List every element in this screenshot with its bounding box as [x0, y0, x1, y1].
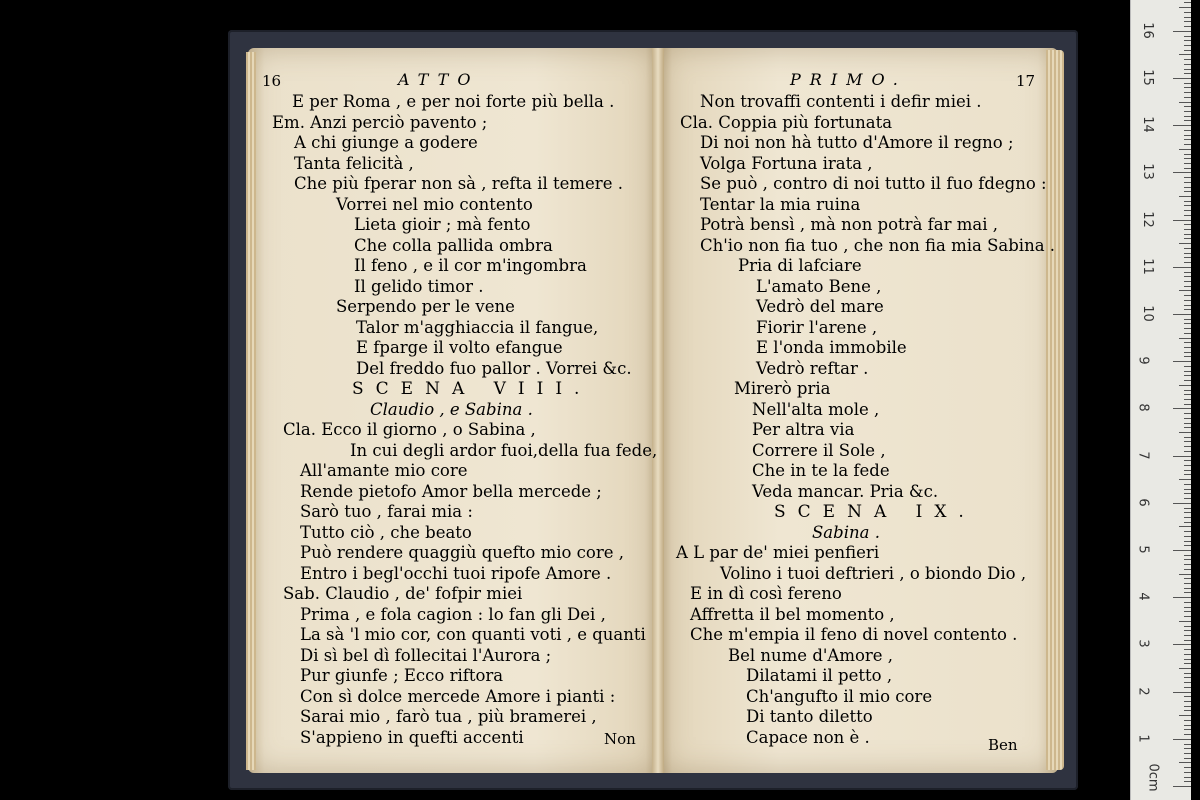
ruler-tick — [1184, 522, 1191, 523]
ruler-label: 9 — [1135, 356, 1151, 365]
left-text-line: Lieta gioir ; mà fento — [354, 215, 531, 234]
left-text-line: Sarò tuo , farai mia : — [300, 502, 473, 521]
ruler-tick — [1184, 238, 1191, 239]
ruler-tick — [1184, 630, 1191, 631]
right-running-head: PRIMO. — [790, 70, 907, 89]
ruler-tick — [1184, 2, 1191, 3]
ruler-tick — [1179, 715, 1191, 716]
ruler-label: 5 — [1135, 545, 1151, 554]
ruler-tick — [1184, 489, 1191, 490]
ruler-label: 3 — [1135, 639, 1151, 649]
ruler-tick — [1184, 390, 1191, 391]
ruler-tick — [1184, 498, 1191, 499]
ruler-tick — [1184, 12, 1191, 13]
right-text-line: Che in te la fede — [752, 461, 890, 480]
ruler-tick — [1184, 753, 1191, 754]
ruler-tick — [1184, 73, 1191, 74]
ruler-tick — [1184, 305, 1191, 306]
ruler-tick — [1184, 347, 1191, 348]
right-text-line: Potrà bensì , mà non potrà far mai , — [700, 215, 998, 234]
ruler-tick — [1184, 69, 1191, 70]
ruler-tick — [1184, 130, 1191, 131]
ruler-tick — [1184, 215, 1191, 216]
page-edges-left — [246, 52, 256, 770]
ruler-tick — [1184, 569, 1191, 570]
right-text-line: Per altra via — [752, 420, 855, 439]
ruler-tick — [1184, 578, 1191, 579]
ruler-tick — [1184, 725, 1191, 726]
ruler-tick — [1184, 234, 1191, 235]
right-text-line: Vedrò reftar . — [756, 358, 869, 378]
ruler-tick — [1173, 597, 1191, 598]
ruler-tick — [1184, 616, 1191, 617]
left-text-line: Vorrei nel mio contento — [336, 194, 533, 214]
ruler-tick — [1184, 611, 1191, 612]
ruler-tick — [1173, 78, 1191, 79]
ruler-tick — [1184, 687, 1191, 688]
ruler-tick — [1179, 338, 1191, 339]
ruler-tick — [1184, 352, 1191, 353]
ruler-tick — [1184, 92, 1191, 93]
left-text-line: S'appieno in quefti accenti — [300, 727, 524, 747]
ruler-tick — [1173, 550, 1191, 551]
right-text-line: Cla. Coppia più fortunata — [680, 112, 893, 132]
ruler-tick — [1173, 644, 1191, 645]
left-text-line: Talor m'agghiaccia il fangue, — [356, 317, 599, 337]
ruler-tick — [1184, 451, 1191, 452]
ruler-tick — [1184, 356, 1191, 357]
ruler-tick — [1184, 111, 1191, 112]
ruler-tick — [1184, 701, 1191, 702]
ruler-tick — [1184, 423, 1191, 424]
ruler-label: 2 — [1135, 686, 1151, 696]
right-text-line: L'amato Bene , — [756, 276, 882, 296]
ruler-tick — [1184, 474, 1191, 475]
ruler-label: 10 — [1139, 305, 1155, 322]
ruler-tick — [1184, 602, 1191, 603]
ruler-tick — [1184, 706, 1191, 707]
ruler-tick — [1184, 328, 1191, 329]
left-text-line: Rende pietofo Amor bella mercede ; — [300, 481, 602, 501]
ruler-tick — [1184, 720, 1191, 721]
ruler-tick — [1184, 210, 1191, 211]
left-text-line: Em. Anzi perciò pavento ; — [272, 112, 488, 132]
ruler-tick — [1184, 772, 1191, 773]
right-text-line: Non trovaffi contenti i defir miei . — [700, 92, 982, 111]
ruler-tick — [1184, 626, 1191, 627]
ruler-tick — [1184, 366, 1191, 367]
ruler-tick — [1184, 276, 1191, 277]
left-text-line: E per Roma , e per noi forte più bella . — [292, 92, 615, 111]
page-edges-right — [1046, 50, 1064, 770]
right-text-line: Fiorir l'arene , — [756, 317, 878, 337]
left-text-line: Di sì bel dì follecitai l'Aurora ; — [300, 645, 552, 665]
left-text-line: Cla. Ecco il giorno , o Sabina , — [283, 420, 536, 439]
ruler-tick — [1184, 300, 1191, 301]
ruler-tick — [1184, 592, 1191, 593]
ruler-tick — [1184, 399, 1191, 400]
ruler-label: 14 — [1139, 116, 1155, 133]
ruler-tick — [1184, 748, 1191, 749]
right-text-line: Di noi non hà tutto d'Amore il regno ; — [700, 133, 1014, 152]
ruler-label: 4 — [1135, 592, 1151, 601]
ruler-tick — [1184, 744, 1191, 745]
ruler-tick — [1173, 172, 1191, 173]
ruler-tick — [1184, 555, 1191, 556]
ruler-tick — [1184, 583, 1191, 584]
ruler-tick — [1184, 437, 1191, 438]
ruler-label: 8 — [1135, 403, 1151, 413]
ruler-tick — [1184, 177, 1191, 178]
ruler-tick — [1184, 404, 1191, 405]
ruler-tick — [1179, 668, 1191, 669]
ruler-tick — [1184, 659, 1191, 660]
ruler-tick — [1184, 116, 1191, 117]
left-text-line: Entro i begl'occhi tuoi ripofe Amore . — [300, 563, 612, 583]
ruler-tick — [1184, 59, 1191, 60]
ruler-tick — [1179, 574, 1191, 575]
right-text-line: Di tanto diletto — [746, 707, 873, 726]
ruler-tick — [1173, 267, 1191, 268]
right-text-line: E in dì così fereno — [690, 584, 842, 603]
left-text-line: E fparge il volto efangue — [356, 338, 563, 357]
ruler-label: 0cm — [1145, 763, 1161, 792]
ruler-tick — [1173, 31, 1191, 32]
ruler-tick — [1184, 508, 1191, 509]
ruler-tick — [1173, 786, 1191, 787]
ruler-tick — [1173, 503, 1191, 504]
left-text-line: Tanta felicità , — [294, 153, 414, 173]
ruler-tick — [1184, 371, 1191, 372]
left-text-line: Del freddo fuo pallor . Vorrei &c. — [356, 358, 632, 378]
right-text-line: A L par de' miei penfieri — [676, 543, 880, 562]
ruler-tick — [1184, 26, 1191, 27]
ruler-tick — [1184, 168, 1191, 169]
ruler-label: 11 — [1139, 258, 1155, 275]
ruler-tick — [1184, 673, 1191, 674]
ruler-label: 15 — [1139, 69, 1155, 86]
ruler-tick — [1184, 154, 1191, 155]
ruler-tick — [1184, 97, 1191, 98]
right-text-line: Ch'angufto il mio core — [746, 686, 933, 706]
right-text-line: Correre il Sole , — [752, 440, 886, 460]
right-text-line: Tentar la mia ruina — [700, 194, 861, 214]
left-text-line: Tutto ciò , che beato — [300, 522, 472, 542]
ruler-tick — [1184, 536, 1191, 537]
right-catchword: Ben — [988, 736, 1018, 754]
left-text-line: Sarai mio , farò tua , più bramerei , — [300, 707, 597, 726]
ruler-tick — [1184, 83, 1191, 84]
ruler-tick — [1179, 54, 1191, 55]
ruler-label: 1 — [1135, 734, 1151, 743]
ruler-tick — [1184, 229, 1191, 230]
ruler-tick — [1184, 441, 1191, 442]
ruler-tick — [1184, 427, 1191, 428]
ruler-tick — [1184, 163, 1191, 164]
right-text-line: Volino i tuoi deftrieri , o biondo Dio , — [720, 563, 1027, 583]
ruler-tick — [1184, 545, 1191, 546]
left-text-line: La sà 'l mio cor, con quanti voti , e quanti — [300, 625, 646, 644]
left-text-line: Il feno , e il cor m'ingombra — [354, 256, 587, 275]
ruler-tick — [1184, 201, 1191, 202]
right-text-line: Bel nume d'Amore , — [728, 645, 894, 665]
ruler-tick — [1184, 342, 1191, 343]
ruler-tick — [1184, 682, 1191, 683]
ruler-tick — [1184, 654, 1191, 655]
left-text-line: Serpendo per le vene — [336, 297, 515, 316]
ruler-tick — [1184, 541, 1191, 542]
left-text-line: Con sì dolce mercede Amore i pianti : — [300, 686, 616, 706]
ruler-tick — [1184, 767, 1191, 768]
ruler-tick — [1184, 484, 1191, 485]
ruler-tick — [1184, 710, 1191, 711]
ruler-tick — [1184, 64, 1191, 65]
ruler-tick — [1184, 286, 1191, 287]
ruler-tick — [1179, 149, 1191, 150]
ruler-tick — [1184, 182, 1191, 183]
ruler-tick — [1184, 413, 1191, 414]
left-text-line: All'amante mio core — [300, 461, 468, 480]
ruler-tick — [1179, 432, 1191, 433]
ruler-tick — [1184, 144, 1191, 145]
left-text-line: Che più fperar non sà , refta il temere . — [294, 174, 623, 193]
ruler-tick — [1184, 696, 1191, 697]
ruler-tick — [1184, 758, 1191, 759]
right-text-line: Mirerò pria — [734, 379, 831, 398]
ruler-tick — [1184, 135, 1191, 136]
ruler-tick — [1184, 45, 1191, 46]
ruler-tick — [1184, 87, 1191, 88]
ruler-tick — [1184, 139, 1191, 140]
ruler-tick — [1184, 17, 1191, 18]
ruler-tick — [1184, 21, 1191, 22]
ruler-tick — [1173, 125, 1191, 126]
ruler-tick — [1179, 243, 1191, 244]
ruler-tick — [1184, 333, 1191, 334]
ruler-tick — [1173, 408, 1191, 409]
ruler-tick — [1184, 319, 1191, 320]
ruler-tick — [1184, 257, 1191, 258]
ruler-label: 7 — [1135, 450, 1151, 460]
right-page-number: 17 — [1016, 72, 1036, 90]
left-text-line: Prima , e fola cagion : lo fan gli Dei , — [300, 604, 606, 624]
ruler-tick — [1184, 777, 1191, 778]
left-running-head: ATTO — [398, 70, 480, 89]
ruler-tick — [1184, 158, 1191, 159]
ruler-tick — [1184, 295, 1191, 296]
ruler-tick — [1184, 380, 1191, 381]
ruler-tick — [1184, 734, 1191, 735]
ruler-tick — [1184, 564, 1191, 565]
ruler-tick — [1179, 762, 1191, 763]
left-text-line: Il gelido timor . — [354, 276, 484, 296]
ruler-tick — [1184, 272, 1191, 273]
right-text-line: Pria di lafciare — [738, 256, 862, 275]
right-text-line: Capace non è . — [746, 727, 870, 747]
ruler-tick — [1179, 479, 1191, 480]
ruler-tick — [1179, 526, 1191, 527]
ruler-tick — [1184, 559, 1191, 560]
ruler-label: 16 — [1139, 22, 1155, 39]
ruler-tick — [1184, 649, 1191, 650]
ruler-tick — [1184, 187, 1191, 188]
ruler-tick — [1179, 290, 1191, 291]
ruler-tick — [1184, 446, 1191, 447]
ruler-tick — [1179, 102, 1191, 103]
ruler-tick — [1184, 465, 1191, 466]
left-text-line: Claudio , e Sabina . — [370, 399, 533, 419]
book-gutter — [652, 48, 664, 773]
ruler-tick — [1184, 677, 1191, 678]
ruler-tick — [1173, 314, 1191, 315]
right-text-line: Veda mancar. Pria &c. — [752, 481, 939, 501]
ruler-tick — [1184, 635, 1191, 636]
ruler-tick — [1184, 517, 1191, 518]
ruler-tick — [1184, 729, 1191, 730]
ruler-tick — [1173, 220, 1191, 221]
left-catchword: Non — [604, 730, 636, 748]
ruler-tick — [1184, 253, 1191, 254]
left-text-line: A chi giunge a godere — [294, 133, 478, 152]
ruler-tick — [1184, 418, 1191, 419]
ruler-tick — [1184, 588, 1191, 589]
left-text-line: In cui degli ardor fuoi,della fua fede, — [350, 440, 658, 460]
left-text-line: SCENA VIII. — [352, 379, 592, 399]
ruler-tick — [1184, 120, 1191, 121]
right-text-line: Nell'alta mole , — [752, 399, 880, 419]
ruler-tick — [1184, 224, 1191, 225]
ruler-tick — [1184, 607, 1191, 608]
right-text-line: Ch'io non fia tuo , che non fia mia Sabina . — [700, 235, 1056, 255]
right-text-line: E l'onda immobile — [756, 338, 907, 357]
ruler-tick — [1184, 460, 1191, 461]
ruler-tick — [1184, 323, 1191, 324]
ruler-tick — [1184, 40, 1191, 41]
ruler-tick — [1184, 394, 1191, 395]
ruler-label: 13 — [1139, 163, 1155, 181]
ruler-tick — [1179, 621, 1191, 622]
left-text-line: Sab. Claudio , de' fofpir miei — [283, 584, 523, 603]
right-text-line: Vedrò del mare — [756, 297, 884, 316]
left-page-number: 16 — [262, 72, 282, 90]
right-text-line: Dilatami il petto , — [746, 666, 893, 685]
ruler-tick — [1173, 456, 1191, 457]
right-text-line: Che m'empia il feno di novel contento . — [690, 625, 1018, 644]
ruler-tick — [1173, 692, 1191, 693]
ruler-tick — [1184, 191, 1191, 192]
ruler-tick — [1173, 739, 1191, 740]
ruler-tick — [1184, 205, 1191, 206]
measurement-ruler — [1130, 0, 1191, 800]
left-text-line: Pur giunfe ; Ecco riftora — [300, 666, 504, 685]
ruler-tick — [1184, 470, 1191, 471]
ruler-tick — [1184, 50, 1191, 51]
right-text-line: Affretta il bel momento , — [690, 604, 895, 624]
ruler-tick — [1184, 493, 1191, 494]
ruler-label: 12 — [1139, 210, 1155, 228]
left-text-line: Che colla pallida ombra — [354, 235, 553, 255]
ruler-tick — [1184, 640, 1191, 641]
ruler-tick — [1184, 36, 1191, 37]
ruler-tick — [1184, 663, 1191, 664]
ruler-tick — [1184, 262, 1191, 263]
right-text-line: Volga Fortuna irata , — [700, 153, 873, 173]
ruler-tick — [1184, 309, 1191, 310]
ruler-tick — [1184, 531, 1191, 532]
ruler-tick — [1179, 385, 1191, 386]
right-text-line: Se può , contro di noi tutto il fuo fdegno : — [700, 174, 1047, 193]
right-text-line: SCENA IX. — [774, 502, 976, 522]
left-text-line: Può rendere quaggiù quefto mio core , — [300, 543, 624, 562]
ruler-tick — [1179, 7, 1191, 8]
ruler-tick — [1184, 281, 1191, 282]
ruler-tick — [1184, 512, 1191, 513]
ruler-tick — [1173, 361, 1191, 362]
ruler-tick — [1184, 781, 1191, 782]
ruler-tick — [1179, 196, 1191, 197]
ruler-tick — [1184, 375, 1191, 376]
ruler-tick — [1184, 106, 1191, 107]
ruler-tick — [1184, 248, 1191, 249]
ruler-label: 6 — [1135, 498, 1151, 507]
right-text-line: Sabina . — [812, 522, 880, 542]
